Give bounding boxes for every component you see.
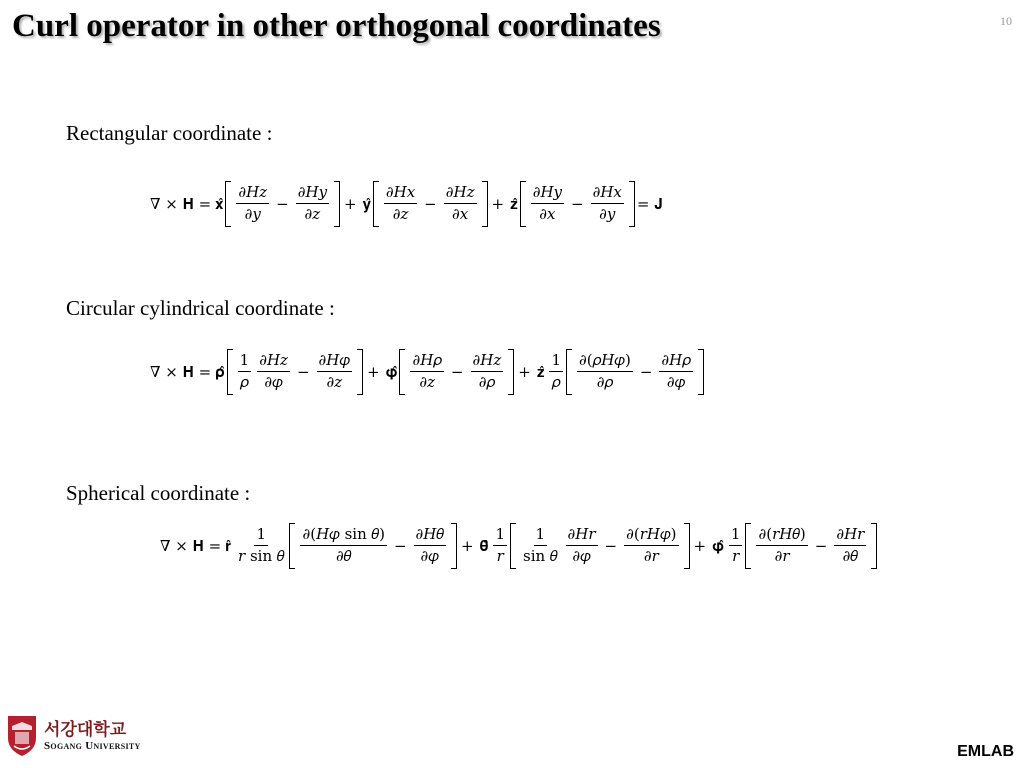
numerator: ∂𝐻𝑦 bbox=[296, 184, 329, 204]
numerator: 1 bbox=[729, 526, 743, 546]
fraction bbox=[238, 352, 252, 392]
unit-vector-phi: 𝛗̂ bbox=[712, 536, 724, 555]
numerator: ∂𝐻𝜃 bbox=[414, 526, 446, 546]
bracket-term-1 bbox=[289, 523, 456, 569]
denominator: ∂𝑧 bbox=[392, 205, 409, 224]
logo-korean-text: 서강대학교 bbox=[44, 720, 127, 740]
fraction bbox=[236, 526, 286, 566]
numerator: 1 bbox=[534, 526, 548, 546]
denominator: 𝑟 bbox=[732, 547, 740, 566]
minus-sign: − bbox=[424, 194, 437, 213]
plus-sign: + bbox=[460, 536, 474, 555]
denominator: ∂𝜃 bbox=[842, 547, 859, 566]
denominator: ∂𝑧 bbox=[304, 205, 321, 224]
fraction bbox=[624, 526, 678, 566]
fraction bbox=[549, 352, 563, 392]
unit-vector-phi: 𝛗̂ bbox=[385, 362, 398, 381]
numerator: ∂𝐻𝑟 bbox=[834, 526, 866, 546]
slide-title: Curl operator in other orthogonal coordinates bbox=[12, 8, 661, 44]
numerator: 1 bbox=[549, 352, 563, 372]
page-number: 10 bbox=[1000, 14, 1012, 28]
numerator: ∂𝐻𝑟 bbox=[566, 526, 598, 546]
fraction bbox=[317, 352, 353, 392]
university-crest-icon bbox=[6, 714, 38, 758]
fraction bbox=[729, 526, 743, 566]
fraction bbox=[531, 184, 564, 224]
fraction bbox=[577, 352, 633, 392]
rectangular-curl-equation bbox=[148, 181, 665, 227]
plus-sign: + bbox=[518, 362, 531, 381]
plus-sign: + bbox=[344, 194, 357, 213]
denominator: ∂𝜌 bbox=[478, 373, 496, 392]
denominator: ∂𝜑 bbox=[572, 547, 591, 566]
bracket-term-3 bbox=[566, 349, 704, 395]
fraction bbox=[414, 526, 446, 566]
numerator: ∂(𝜌𝐻𝜑) bbox=[577, 352, 633, 372]
bracket-term-3 bbox=[520, 181, 635, 227]
fraction bbox=[444, 184, 477, 224]
fraction bbox=[834, 526, 866, 566]
unit-vector-r: 𝐫̂ bbox=[225, 536, 232, 555]
numerator: ∂𝐻𝜑 bbox=[317, 352, 353, 372]
minus-sign: − bbox=[393, 536, 407, 555]
rectangular-label: Rectangular coordinate : bbox=[66, 121, 273, 145]
lab-name: EMLAB bbox=[957, 743, 1014, 760]
denominator: ∂𝑟 bbox=[643, 547, 659, 566]
bracket-term-2 bbox=[510, 523, 689, 569]
spherical-curl-equation bbox=[158, 523, 877, 569]
numerator: ∂𝐻𝑥 bbox=[384, 184, 417, 204]
cylindrical-curl-equation bbox=[148, 349, 704, 395]
plus-sign: + bbox=[491, 194, 505, 213]
lhs: ∇ × 𝐇 = bbox=[150, 194, 212, 213]
fraction bbox=[384, 184, 417, 224]
fraction bbox=[659, 352, 692, 392]
cylindrical-label: Circular cylindrical coordinate : bbox=[66, 296, 335, 320]
spherical-label: Spherical coordinate : bbox=[66, 481, 251, 505]
denominator: ∂𝑧 bbox=[326, 373, 343, 392]
numerator: ∂(𝑟𝐻𝜑) bbox=[624, 526, 678, 546]
plus-sign: + bbox=[693, 536, 707, 555]
denominator: 𝑟 bbox=[496, 547, 504, 566]
unit-vector-x: 𝐱̂ bbox=[215, 194, 224, 213]
lhs: ∇ × 𝐇 = bbox=[150, 362, 212, 381]
denominator: sin 𝜃 bbox=[523, 547, 558, 566]
denominator: ∂𝑦 bbox=[599, 205, 616, 224]
denominator: 𝜌 bbox=[551, 373, 561, 392]
denominator: ∂𝑥 bbox=[539, 205, 556, 224]
denominator: ∂𝑟 bbox=[774, 547, 790, 566]
rhs: = 𝐉 bbox=[636, 194, 663, 213]
numerator: ∂𝐻𝜌 bbox=[410, 352, 443, 372]
numerator: ∂𝐻𝜌 bbox=[659, 352, 692, 372]
fraction bbox=[410, 352, 443, 392]
fraction bbox=[756, 526, 807, 566]
numerator: ∂𝐻𝑧 bbox=[471, 352, 504, 372]
denominator: ∂𝜃 bbox=[336, 547, 352, 566]
denominator: 𝜌 bbox=[240, 373, 249, 392]
minus-sign: − bbox=[276, 194, 289, 213]
fraction bbox=[236, 184, 269, 224]
bracket-term-1 bbox=[225, 181, 340, 227]
denominator: ∂𝜌 bbox=[596, 373, 614, 392]
fraction bbox=[257, 352, 290, 392]
minus-sign: − bbox=[604, 536, 618, 555]
bracket-term-1 bbox=[227, 349, 363, 395]
minus-sign: − bbox=[450, 362, 464, 381]
unit-vector-rho: 𝛒̂ bbox=[215, 362, 225, 381]
unit-vector-theta: 𝛉̂ bbox=[479, 536, 489, 555]
denominator: ∂𝑦 bbox=[244, 205, 261, 224]
university-logo bbox=[6, 714, 141, 758]
fraction bbox=[300, 526, 386, 566]
numerator: ∂𝐻𝑧 bbox=[236, 184, 269, 204]
denominator: ∂𝜑 bbox=[264, 373, 283, 392]
numerator: 1 bbox=[493, 526, 507, 546]
numerator: ∂(𝐻𝜑 sin 𝜃) bbox=[300, 526, 386, 546]
bracket-term-3 bbox=[745, 523, 877, 569]
denominator: ∂𝑧 bbox=[419, 373, 436, 392]
fraction bbox=[493, 526, 507, 566]
minus-sign: − bbox=[814, 536, 828, 555]
numerator: ∂𝐻𝑦 bbox=[531, 184, 564, 204]
fraction bbox=[471, 352, 504, 392]
lhs: ∇ × 𝐇 = bbox=[160, 536, 222, 555]
minus-sign: − bbox=[296, 362, 310, 381]
fraction bbox=[566, 526, 598, 566]
numerator: ∂(𝑟𝐻𝜃) bbox=[756, 526, 807, 546]
fraction bbox=[591, 184, 624, 224]
numerator: ∂𝐻𝑧 bbox=[444, 184, 477, 204]
numerator: 1 bbox=[254, 526, 268, 546]
unit-vector-z: 𝐳̂ bbox=[510, 194, 518, 213]
numerator: 1 bbox=[238, 352, 252, 372]
denominator: ∂𝜑 bbox=[420, 547, 439, 566]
unit-vector-y: 𝐲̂ bbox=[362, 194, 371, 213]
minus-sign: − bbox=[571, 194, 584, 213]
bracket-term-2 bbox=[399, 349, 514, 395]
fraction bbox=[521, 526, 560, 566]
numerator: ∂𝐻𝑥 bbox=[591, 184, 624, 204]
unit-vector-z: 𝐳̂ bbox=[536, 362, 545, 381]
denominator: ∂𝑥 bbox=[452, 205, 469, 224]
fraction bbox=[296, 184, 329, 224]
minus-sign: − bbox=[639, 362, 653, 381]
bracket-term-2 bbox=[373, 181, 488, 227]
denominator: 𝑟 sin 𝜃 bbox=[238, 547, 285, 566]
denominator: ∂𝜑 bbox=[666, 373, 686, 392]
numerator: ∂𝐻𝑧 bbox=[257, 352, 290, 372]
logo-english-text: Sogang University bbox=[44, 740, 141, 752]
plus-sign: + bbox=[367, 362, 380, 381]
